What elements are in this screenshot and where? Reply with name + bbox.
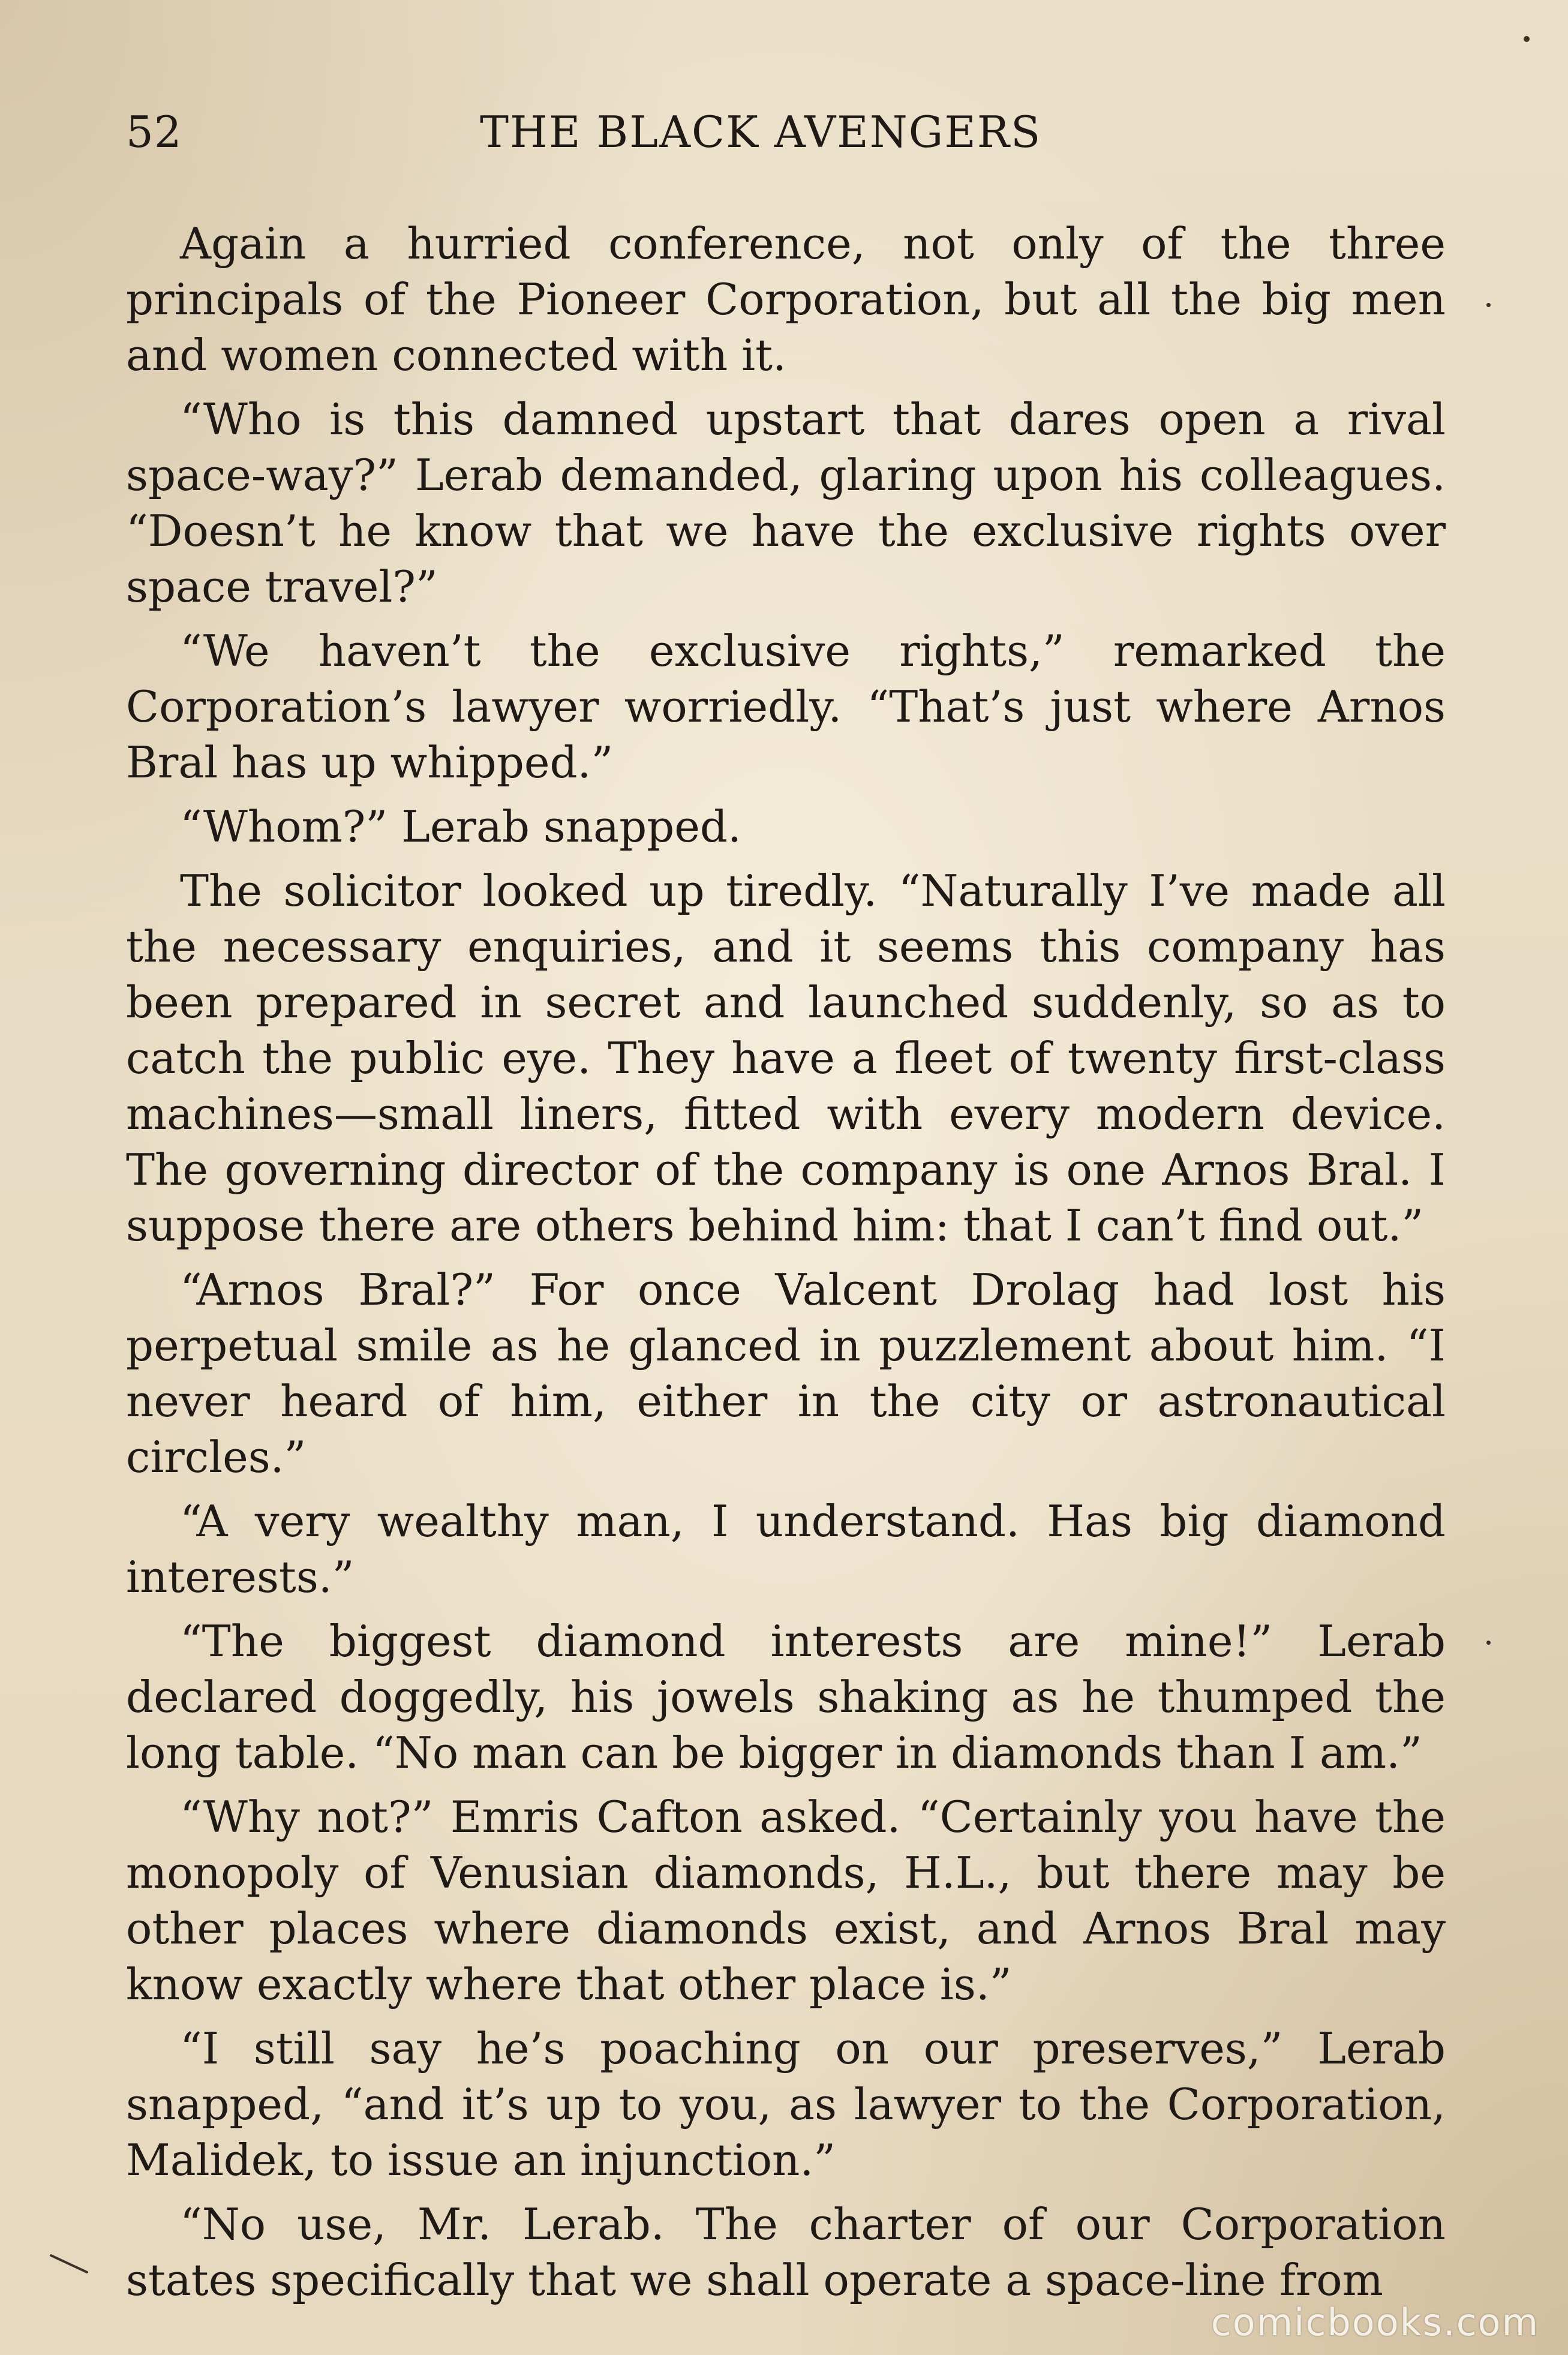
paragraph: Again a hurried conference, not only of the three principals of the Pioneer Corporation, but all the big men and women connected with it. — [126, 218, 1446, 380]
page-number: 52 — [126, 107, 182, 157]
paragraph: “A very wealthy man, I understand. Has big diamond interests.” — [126, 1496, 1446, 1602]
ink-speck — [1486, 1641, 1491, 1645]
paragraph: “Who is this damned upstart that dares open a rival space-way?” Lerab demanded, glaring upon his colleagues. “Doesn’t he know that we have the exclusive rights over space travel?” — [126, 394, 1446, 612]
ink-speck — [1524, 36, 1530, 42]
book-title: THE BLACK AVENGERS — [480, 107, 1042, 157]
running-head — [126, 96, 1446, 162]
paragraph: “We haven’t the exclusive rights,” remarked the Corporation’s lawyer worriedly. “That’s just where Arnos Bral has up whipped.” — [126, 626, 1446, 788]
body-text — [126, 216, 1446, 2317]
paragraph: “I still say he’s poaching on our preserves,” Lerab snapped, “and it’s up to you, as lawyer to the Corporation, Malidek, to issue an injunction.” — [126, 2023, 1446, 2185]
ink-speck — [1486, 303, 1491, 307]
paragraph: The solicitor looked up tiredly. “Naturally I’ve made all the necessary enquiries, and it seems this company has been prepared in secret and launched suddenly, so as to catch the public eye. They have a fleet of twenty first-class machines—small liners, fitted with every modern device. The governing director of the company is one Arnos Bral. I suppose there are others behind him: that I can’t find out.” — [126, 866, 1446, 1251]
paragraph: “Whom?” Lerab snapped. — [180, 801, 741, 852]
paragraph: “The biggest diamond interests are mine!” Lerab declared doggedly, his jowels shaking as he thumped the long table. “No man can be bigger in diamonds than I am.” — [126, 1616, 1446, 1778]
paragraph: “No use, Mr. Lerab. The charter of our Corporation states specifically that we shall operate a space-line from — [126, 2199, 1446, 2305]
paragraph: “Why not?” Emris Cafton asked. “Certainly you have the monopoly of Venusian diamonds, H.L., but there may be other places where diamonds exist, and Arnos Bral may know exactly where that other place is.” — [126, 1792, 1446, 2009]
page-crease-mark — [49, 2254, 88, 2273]
paragraph: “Arnos Bral?” For once Valcent Drolag had lost his perpetual smile as he glanced in puzzlement about him. “I never heard of him, either in the city or astronautical circles.” — [126, 1264, 1446, 1482]
watermark: comicbooks.com — [1210, 2300, 1539, 2344]
